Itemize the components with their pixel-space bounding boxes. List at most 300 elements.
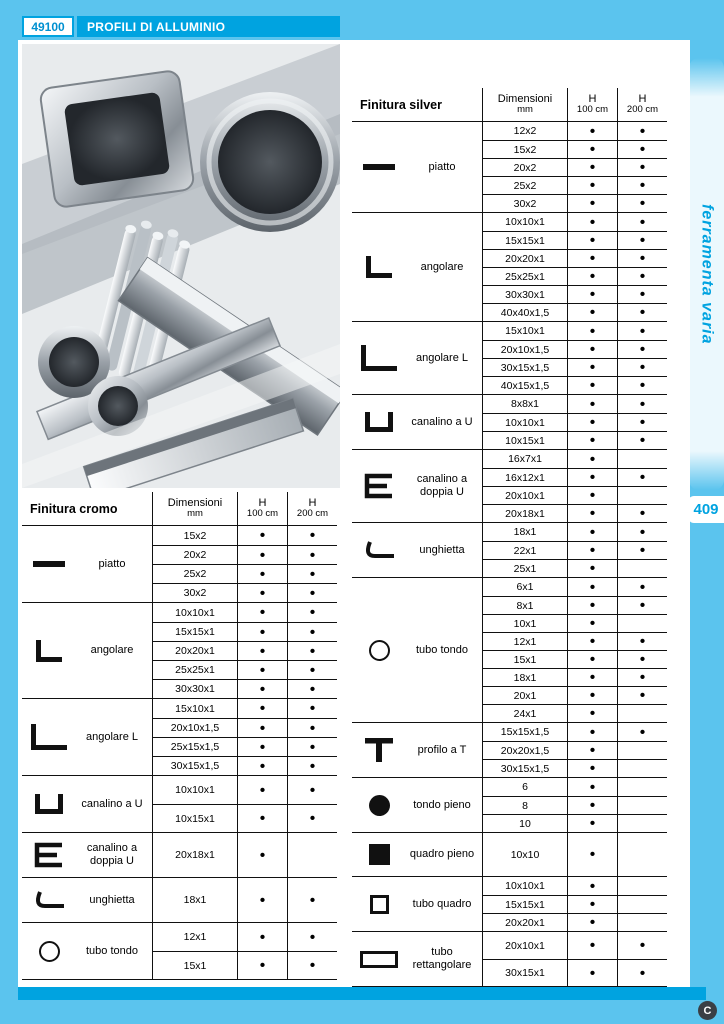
dimension-rows	[482, 877, 667, 931]
profile-name: quadro pieno	[409, 848, 475, 861]
h100-availability-dot: •	[567, 487, 617, 504]
canalino-doppia-u-icon	[356, 473, 402, 499]
table-header	[352, 88, 667, 122]
profile-group	[352, 395, 667, 450]
col-h200-line2: 200 cm	[296, 508, 329, 520]
h200-availability-dot: •	[617, 122, 667, 140]
h100-availability-dot: •	[567, 896, 617, 913]
publisher-logo-icon: C	[698, 1001, 717, 1020]
dimension-rows	[482, 523, 667, 577]
dimension-value: 12x2	[482, 122, 567, 140]
table-row	[152, 660, 337, 679]
h200-availability-dot: •	[617, 932, 667, 959]
col-h200	[617, 88, 667, 121]
table-row	[152, 603, 337, 622]
table-title: Finitura silver	[360, 97, 442, 112]
table-row	[152, 776, 337, 804]
col-dimensioni	[152, 492, 237, 525]
h200-availability-dot: •	[617, 195, 667, 212]
h200-availability-dot	[617, 833, 667, 876]
h200-availability-dot: •	[287, 757, 337, 775]
dimension-value: 20x1	[482, 687, 567, 704]
h200-availability-dot: •	[287, 952, 337, 979]
h100-availability-dot: •	[567, 932, 617, 959]
table-row	[482, 395, 667, 413]
table-row	[482, 796, 667, 814]
dimension-rows	[482, 723, 667, 777]
profile-group	[22, 878, 337, 923]
table-row	[482, 895, 667, 913]
dimension-value: 25x1	[482, 560, 567, 577]
dimension-rows	[482, 213, 667, 321]
h200-availability-dot: •	[617, 505, 667, 522]
dimension-value: 22x1	[482, 542, 567, 559]
col-h200	[287, 492, 337, 525]
table-row	[482, 176, 667, 194]
h100-availability-dot: •	[567, 469, 617, 486]
h100-availability-dot: •	[237, 805, 287, 832]
category-tab	[689, 58, 724, 490]
h200-availability-dot: •	[617, 542, 667, 559]
h200-availability-dot: •	[287, 642, 337, 660]
h100-availability-dot: •	[237, 546, 287, 564]
h200-availability-dot: •	[617, 651, 667, 668]
profile-name: unghietta	[419, 543, 465, 556]
dimension-value: 10x10x1	[152, 776, 237, 804]
dimension-value: 6	[482, 778, 567, 796]
h200-availability-dot: •	[617, 213, 667, 231]
table-row	[482, 541, 667, 559]
profile-group	[352, 833, 667, 877]
h200-availability-dot: •	[617, 177, 667, 194]
profile-label-cell	[352, 322, 482, 394]
table-row	[482, 833, 667, 876]
dimension-value: 20x10x1	[482, 932, 567, 959]
table-row	[152, 804, 337, 832]
h100-availability-dot: •	[567, 742, 617, 759]
dimension-value: 16x12x1	[482, 469, 567, 486]
col-h100-line2: 100 cm	[246, 508, 279, 520]
table-row	[482, 249, 667, 267]
h200-availability-dot: •	[617, 633, 667, 650]
col-h200-line2: 200 cm	[626, 104, 659, 116]
profile-label-cell	[352, 833, 482, 876]
table-row	[482, 523, 667, 541]
dimension-value: 30x15x1	[482, 960, 567, 986]
dimension-value: 30x15x1,5	[482, 359, 567, 376]
col-dimensioni-line2: mm	[187, 508, 203, 520]
h100-availability-dot: •	[237, 738, 287, 756]
category-label: ferramenta varia	[698, 203, 716, 345]
col-h100-line2: 100 cm	[576, 104, 609, 116]
h200-availability-dot	[617, 815, 667, 832]
dimension-value: 18x1	[482, 669, 567, 686]
h100-availability-dot: •	[567, 578, 617, 596]
table-row	[482, 632, 667, 650]
dimension-value: 30x30x1	[152, 680, 237, 698]
h200-availability-dot	[617, 760, 667, 777]
h200-availability-dot	[617, 914, 667, 931]
h200-availability-dot: •	[287, 923, 337, 951]
dimension-value: 15x15x1	[152, 623, 237, 641]
profile-label-cell	[352, 523, 482, 577]
table-row	[482, 913, 667, 931]
h100-availability-dot: •	[237, 952, 287, 979]
dimension-value: 20x20x1	[482, 914, 567, 931]
profile-name: unghietta	[89, 893, 135, 906]
dimension-value: 10x1	[482, 615, 567, 632]
profile-label-cell	[352, 932, 482, 986]
table-row	[152, 923, 337, 951]
table-row	[482, 932, 667, 959]
profile-group	[22, 833, 337, 878]
h100-availability-dot: •	[567, 377, 617, 394]
dimension-value: 8x1	[482, 597, 567, 614]
dimension-value: 20x2	[152, 546, 237, 564]
profile-name: profilo a T	[417, 743, 467, 756]
table-row	[152, 641, 337, 660]
profile-name: tondo pieno	[413, 798, 471, 811]
h200-availability-dot: •	[287, 719, 337, 737]
profile-group	[22, 526, 337, 603]
canalino-doppia-u-icon	[26, 842, 72, 868]
table-row	[152, 756, 337, 775]
profile-name: canalino a U	[411, 415, 473, 428]
col-dimensioni-line1: Dimensioni	[497, 92, 553, 105]
h200-availability-dot: •	[617, 669, 667, 686]
profile-group	[352, 723, 667, 778]
dimension-rows	[152, 923, 337, 979]
table-row	[482, 723, 667, 741]
angolare-icon	[26, 640, 72, 662]
quadro-pieno-icon	[356, 844, 402, 865]
dimension-value: 10	[482, 815, 567, 832]
h100-availability-dot: •	[237, 661, 287, 679]
dimension-value: 15x1	[152, 952, 237, 979]
h100-availability-dot: •	[567, 414, 617, 431]
profile-group	[22, 603, 337, 699]
profile-label-cell	[22, 878, 152, 922]
profile-name: canalino a U	[81, 797, 143, 810]
dimension-rows	[152, 603, 337, 698]
h200-availability-dot: •	[617, 232, 667, 249]
table-row	[152, 526, 337, 545]
h100-availability-dot: •	[567, 615, 617, 632]
dimension-value: 10x10	[482, 833, 567, 876]
h100-availability-dot: •	[567, 195, 617, 212]
h200-availability-dot: •	[617, 341, 667, 358]
profile-label-cell	[22, 603, 152, 698]
h200-availability-dot	[617, 742, 667, 759]
h100-availability-dot: •	[567, 341, 617, 358]
table-row	[152, 583, 337, 602]
h200-availability-dot: •	[287, 738, 337, 756]
table-row	[482, 431, 667, 449]
table-row	[482, 614, 667, 632]
table-row	[482, 267, 667, 285]
h100-availability-dot: •	[567, 778, 617, 796]
col-h200-line1: H	[308, 496, 317, 509]
dimension-value: 25x2	[482, 177, 567, 194]
h100-availability-dot: •	[567, 359, 617, 376]
page-title: PROFILI DI ALLUMINIO	[77, 16, 340, 37]
h100-availability-dot: •	[237, 878, 287, 922]
h100-availability-dot: •	[237, 623, 287, 641]
table-row	[482, 596, 667, 614]
dimension-value: 15x1	[482, 651, 567, 668]
profile-label-cell	[22, 526, 152, 602]
profile-label-cell	[352, 578, 482, 722]
h100-availability-dot: •	[567, 687, 617, 704]
dimension-value: 6x1	[482, 578, 567, 596]
h200-availability-dot: •	[617, 141, 667, 158]
dimension-rows	[482, 122, 667, 212]
h100-availability-dot: •	[567, 213, 617, 231]
profile-label-cell	[22, 699, 152, 775]
profile-group	[352, 778, 667, 833]
h100-availability-dot: •	[237, 699, 287, 718]
dimension-value: 20x2	[482, 159, 567, 176]
dimension-value: 25x25x1	[152, 661, 237, 679]
dimension-value: 25x15x1,5	[152, 738, 237, 756]
table-row	[482, 322, 667, 340]
h100-availability-dot: •	[567, 560, 617, 577]
dimension-value: 10x10x1	[482, 414, 567, 431]
h200-availability-dot	[617, 450, 667, 468]
unghietta-icon	[356, 540, 402, 560]
h100-availability-dot: •	[567, 542, 617, 559]
tubo-tondo-icon	[26, 941, 72, 962]
table-row	[152, 699, 337, 718]
h200-availability-dot: •	[617, 286, 667, 303]
dimension-value: 20x20x1	[152, 642, 237, 660]
profile-name: angolare	[90, 644, 134, 657]
profile-name: piatto	[428, 160, 456, 173]
h200-availability-dot: •	[287, 878, 337, 922]
profile-label-cell	[352, 877, 482, 931]
table-row	[482, 285, 667, 303]
table-row	[482, 559, 667, 577]
h100-availability-dot: •	[237, 757, 287, 775]
footer-bar	[18, 987, 706, 1000]
dimension-value: 30x30x1	[482, 286, 567, 303]
h100-availability-dot: •	[567, 177, 617, 194]
h200-availability-dot: •	[617, 250, 667, 267]
dimension-rows	[482, 395, 667, 449]
profile-label-cell	[22, 923, 152, 979]
col-h100	[237, 492, 287, 525]
table-row	[152, 545, 337, 564]
h200-availability-dot	[617, 615, 667, 632]
col-dimensioni-line2: mm	[517, 104, 533, 116]
h100-availability-dot: •	[237, 776, 287, 804]
dimension-value: 40x40x1,5	[482, 304, 567, 321]
profile-name: piatto	[98, 557, 126, 570]
aluminum-profiles-illustration	[22, 44, 340, 488]
h200-availability-dot	[287, 833, 337, 877]
dimension-value: 18x1	[482, 523, 567, 541]
table-row	[482, 959, 667, 986]
profile-name: canalino a doppia U	[416, 473, 468, 498]
dimension-value: 30x2	[152, 584, 237, 602]
h100-availability-dot: •	[567, 597, 617, 614]
profile-group	[352, 450, 667, 523]
h100-availability-dot: •	[237, 680, 287, 698]
h200-availability-dot	[617, 705, 667, 722]
h200-availability-dot: •	[287, 584, 337, 602]
h100-availability-dot: •	[237, 603, 287, 622]
profile-label-cell	[22, 776, 152, 832]
profile-group	[22, 699, 337, 776]
h100-availability-dot: •	[237, 584, 287, 602]
profile-group	[352, 932, 667, 987]
dimension-value: 20x10x1,5	[482, 341, 567, 358]
h200-availability-dot: •	[287, 623, 337, 641]
h200-availability-dot: •	[617, 395, 667, 413]
table-row	[152, 878, 337, 922]
table-row	[482, 741, 667, 759]
table-row	[482, 340, 667, 358]
col-h100-line1: H	[258, 496, 267, 509]
h100-availability-dot: •	[567, 833, 617, 876]
h200-availability-dot: •	[287, 565, 337, 583]
profile-label-cell	[352, 122, 482, 212]
dimension-value: 10x10x1	[482, 213, 567, 231]
profilo-t-icon	[356, 738, 402, 762]
angolare-l-icon	[356, 345, 402, 371]
dimension-rows	[482, 578, 667, 722]
table-header	[22, 492, 337, 526]
table-row	[482, 877, 667, 895]
h200-availability-dot: •	[287, 603, 337, 622]
dimension-value: 12x1	[482, 633, 567, 650]
h100-availability-dot: •	[237, 923, 287, 951]
unghietta-icon	[26, 890, 72, 910]
profile-group	[352, 523, 667, 578]
dimension-value: 15x15x1	[482, 896, 567, 913]
dimension-value: 15x15x1,5	[482, 723, 567, 741]
h200-availability-dot: •	[287, 526, 337, 545]
h200-availability-dot: •	[617, 432, 667, 449]
table-row	[482, 158, 667, 176]
h200-availability-dot	[617, 487, 667, 504]
table-row	[482, 450, 667, 468]
dimension-value: 20x18x1	[152, 833, 237, 877]
dimension-value: 8x8x1	[482, 395, 567, 413]
canalino-u-icon	[26, 794, 72, 814]
dimension-rows	[152, 526, 337, 602]
col-h100-line1: H	[588, 92, 597, 105]
h100-availability-dot: •	[567, 877, 617, 895]
table-row	[482, 814, 667, 832]
angolare-l-icon	[26, 724, 72, 750]
dimension-value: 20x20x1,5	[482, 742, 567, 759]
h100-availability-dot: •	[567, 304, 617, 321]
profile-name: tubo tondo	[416, 643, 468, 656]
dimension-rows	[152, 878, 337, 922]
table-row	[482, 759, 667, 777]
aluminum-profiles-photo	[22, 44, 340, 488]
article-code: 49100	[22, 16, 74, 37]
profile-group	[22, 776, 337, 833]
dimension-value: 15x2	[482, 141, 567, 158]
h100-availability-dot: •	[567, 705, 617, 722]
h200-availability-dot: •	[617, 578, 667, 596]
h100-availability-dot: •	[567, 505, 617, 522]
h100-availability-dot: •	[237, 565, 287, 583]
h100-availability-dot: •	[567, 141, 617, 158]
dimension-rows	[152, 776, 337, 832]
h200-availability-dot: •	[287, 661, 337, 679]
h200-availability-dot: •	[617, 597, 667, 614]
table-row	[482, 778, 667, 796]
table-row	[482, 303, 667, 321]
dimension-rows	[152, 699, 337, 775]
h200-availability-dot	[617, 877, 667, 895]
profile-group	[352, 122, 667, 213]
table-row	[152, 718, 337, 737]
finitura-cromo-table	[22, 492, 337, 980]
table-row	[482, 413, 667, 431]
h100-availability-dot: •	[567, 268, 617, 285]
h100-availability-dot: •	[567, 760, 617, 777]
dimension-rows	[482, 932, 667, 986]
table-row	[152, 564, 337, 583]
h200-availability-dot: •	[617, 377, 667, 394]
col-dimensioni	[482, 88, 567, 121]
h100-availability-dot: •	[567, 797, 617, 814]
dimension-value: 10x15x1	[152, 805, 237, 832]
table-row	[482, 468, 667, 486]
profile-label-cell	[352, 395, 482, 449]
dimension-rows	[482, 450, 667, 522]
profile-name: angolare L	[416, 351, 468, 364]
dimension-value: 30x15x1,5	[482, 760, 567, 777]
dimension-value: 20x10x1	[482, 487, 567, 504]
h100-availability-dot: •	[567, 122, 617, 140]
table-row	[482, 140, 667, 158]
col-h200-line1: H	[638, 92, 647, 105]
tubo-tondo-icon	[356, 640, 402, 661]
h200-availability-dot: •	[617, 723, 667, 741]
h100-availability-dot: •	[567, 669, 617, 686]
table-row	[482, 213, 667, 231]
profile-name: tubo quadro	[412, 897, 472, 910]
h200-availability-dot: •	[617, 304, 667, 321]
h200-availability-dot	[617, 896, 667, 913]
canalino-u-icon	[356, 412, 402, 432]
table-row	[482, 231, 667, 249]
dimension-value: 8	[482, 797, 567, 814]
dimension-value: 10x15x1	[482, 432, 567, 449]
dimension-value: 20x20x1	[482, 250, 567, 267]
profile-name: angolare L	[86, 730, 138, 743]
table-row	[482, 358, 667, 376]
h100-availability-dot: •	[567, 960, 617, 986]
piatto-icon	[356, 164, 402, 170]
dimension-value: 20x10x1,5	[152, 719, 237, 737]
h200-availability-dot: •	[617, 960, 667, 986]
h200-availability-dot	[617, 778, 667, 796]
h100-availability-dot: •	[567, 395, 617, 413]
dimension-value: 30x15x1,5	[152, 757, 237, 775]
h100-availability-dot: •	[237, 833, 287, 877]
h200-availability-dot: •	[617, 414, 667, 431]
col-dimensioni-line1: Dimensioni	[167, 496, 223, 509]
dimension-value: 30x2	[482, 195, 567, 212]
dimension-value: 25x2	[152, 565, 237, 583]
dimension-value: 24x1	[482, 705, 567, 722]
